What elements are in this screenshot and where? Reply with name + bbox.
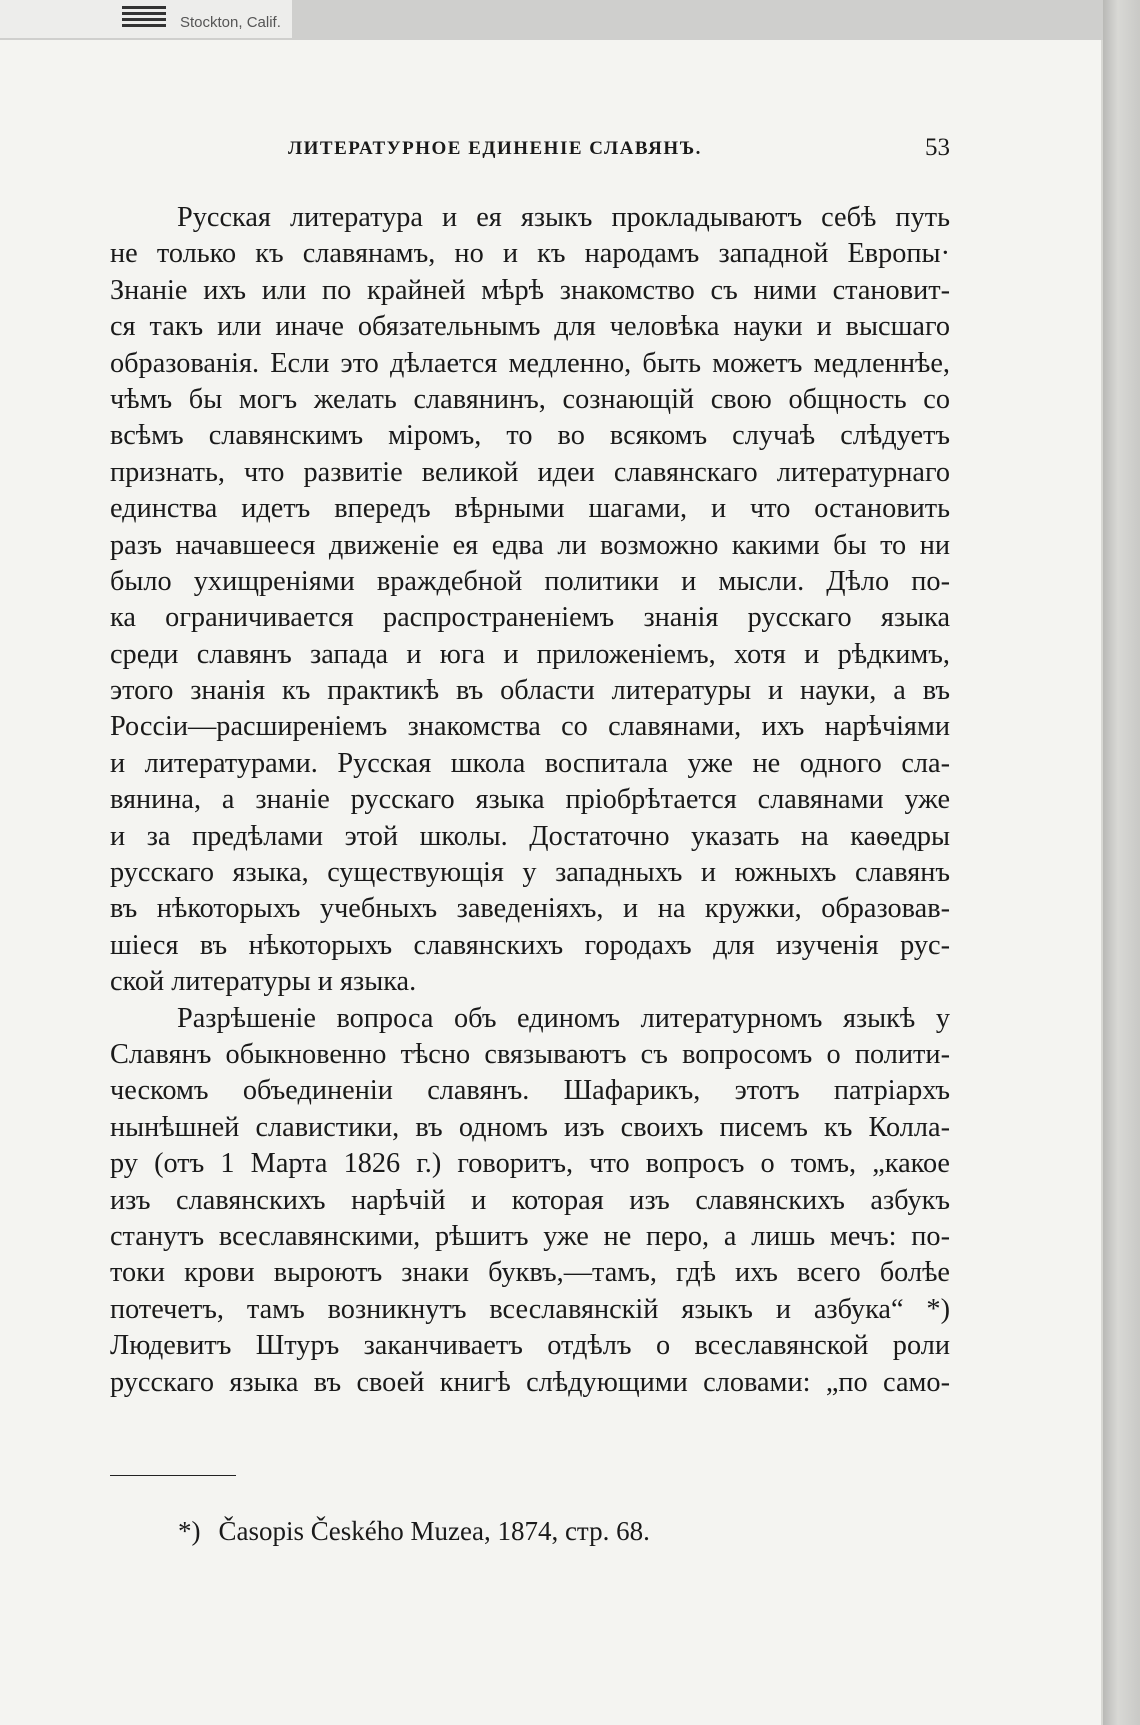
text-line: токи крови выроютъ знаки буквъ,—тамъ, гдѣ ихъ всего болѣе [110, 1257, 950, 1289]
text-line: Знаніе ихъ или по крайней мѣрѣ знакомство съ ними становит- [110, 274, 950, 306]
running-head: ЛИТЕРАТУРНОЕ ЕДИНЕНІЕ СЛАВЯНЪ. [288, 138, 702, 159]
text-line: образованія. Если это дѣлается медленно, быть можетъ медленнѣе, [110, 347, 950, 379]
text-line: всѣмъ славянскимъ міромъ, то во всякомъ случаѣ слѣдуетъ [110, 420, 950, 452]
text-line: чѣмъ бы могъ желать славянинъ, сознающій свою общность со [110, 383, 950, 415]
stamp-bars-icon [122, 6, 166, 30]
text-line: въ нѣкоторыхъ учебныхъ заведеніяхъ, и на кружки, образовав- [110, 893, 950, 925]
text-line: Славянъ обыкновенно тѣсно связываютъ съ вопросомъ о полити- [110, 1038, 950, 1070]
text-line: было ухищреніями враждебной политики и мысли. Дѣло по- [110, 565, 950, 597]
body-text [110, 200, 950, 1401]
footnote-rule [110, 1475, 236, 1476]
text-line: русскаго языка въ своей книгѣ слѣдующими словами: „по само- [110, 1366, 950, 1398]
text-line: нынѣшней славистики, въ одномъ изъ своихъ писемъ къ Колла- [110, 1111, 950, 1143]
text-line: Разрѣшеніе вопроса объ единомъ литературномъ языкѣ у [177, 1002, 950, 1034]
text-line: признать, что развитіе великой идеи славянскаго литературнаго [110, 456, 950, 488]
text-line: ка ограничивается распространеніемъ знанія русскаго языка [110, 602, 950, 634]
page-edge [1103, 0, 1140, 1725]
text-line: и литературами. Русская школа воспитала уже не одного сла- [110, 747, 950, 779]
stamp-location: Stockton, Calif. [180, 14, 281, 31]
library-stamp [0, 0, 292, 38]
text-line: единства идетъ впередъ вѣрными шагами, и что остановить [110, 493, 950, 525]
text-line: ся такъ или иначе обязательнымъ для человѣка науки и высшаго [110, 311, 950, 343]
text-line: вянина, а знаніе русскаго языка пріобрѣтается славянами уже [110, 784, 950, 816]
text-line: русскаго языка, существующія у западныхъ и южныхъ славянъ [110, 857, 950, 889]
text-line: Русская литература и ея языкъ прокладываютъ себѣ путь [177, 202, 950, 233]
text-line: ру (отъ 1 Марта 1826 г.) говоритъ, что вопросъ о томъ, „какое [110, 1148, 950, 1180]
text-line: Россіи—расширеніемъ знакомства со славянами, ихъ нарѣчіями [110, 711, 950, 743]
text-line: шіеся въ нѣкоторыхъ славянскихъ городахъ для изученія рус- [110, 929, 950, 961]
text-line: потечетъ, тамъ возникнутъ всеславянскій языкъ и азбука“ *) [110, 1293, 950, 1325]
footnote [178, 1516, 650, 1547]
text-line: станутъ всеславянскими, рѣшитъ уже не перо, а лишь мечъ: по- [110, 1220, 950, 1252]
text-line: изъ славянскихъ нарѣчій и которая изъ славянскихъ азбукъ [110, 1184, 950, 1216]
page-number: 53 [925, 134, 950, 161]
text-line: и за предѣлами этой школы. Достаточно указать на каѳедры [110, 820, 950, 852]
text-line: ской литературы и языка. [110, 966, 417, 998]
text-line: этого знанія къ практикѣ въ области литературы и науки, а въ [110, 675, 950, 707]
footnote-text: Časopis Českého Muzea, 1874, стр. 68. [218, 1516, 650, 1546]
page-header [110, 134, 950, 178]
text-line: разъ начавшееся движеніе ея едва ли возможно какими бы то ни [110, 529, 950, 561]
text-line: не только къ славянамъ, но и къ народамъ западной Европы· [110, 238, 950, 270]
footnote-mark: *) [178, 1516, 201, 1546]
text-line: Людевитъ Штуръ заканчиваетъ отдѣлъ о всеславянской роли [110, 1330, 950, 1362]
text-line: среди славянъ запада и юга и приложеніемъ, хотя и рѣдкимъ, [110, 638, 950, 670]
text-line: ческомъ объединеніи славянъ. Шафарикъ, этотъ патріархъ [110, 1075, 950, 1107]
